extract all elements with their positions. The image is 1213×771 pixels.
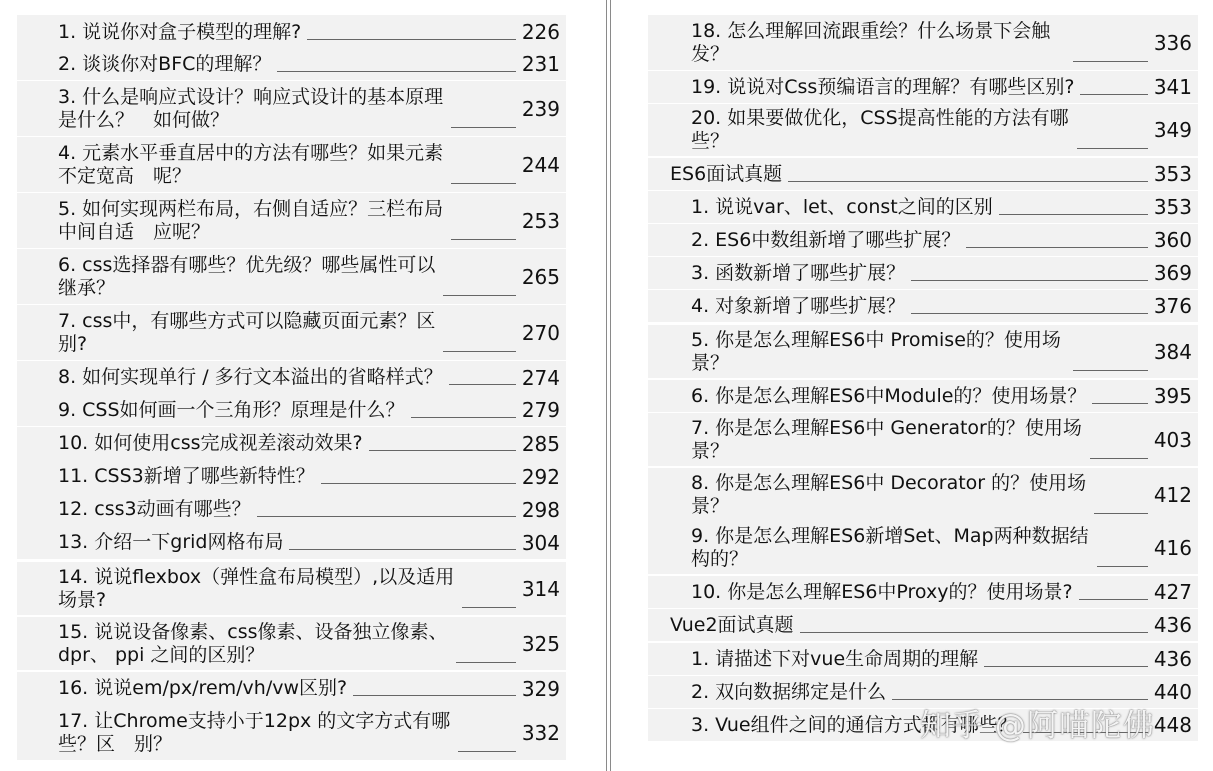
toc-page-number: 244: [521, 152, 560, 177]
toc-page-number: 341: [1153, 75, 1192, 99]
toc-title-line: 11. CSS3新增了哪些新特性？: [58, 465, 315, 487]
toc-section-heading[interactable]: [648, 609, 1198, 641]
toc-leader-line: [411, 417, 516, 418]
toc-title-line: 13. 介绍一下grid网格布局: [58, 531, 284, 553]
toc-leader-line: [1080, 94, 1147, 95]
toc-title-line: 3. 函数新增了哪些扩展？: [691, 261, 906, 284]
toc-leader-line: [451, 239, 516, 240]
toc-entry[interactable]: [17, 249, 566, 304]
toc-entry-title: [691, 413, 1082, 466]
toc-entry[interactable]: [17, 48, 566, 80]
toc-page-number: 353: [1153, 162, 1192, 186]
toc-page-number: 416: [1153, 535, 1192, 560]
toc-page-number: 274: [521, 365, 560, 390]
toc-leader-line: [1077, 148, 1148, 149]
toc-title-line: 2. ES6中数组新增了哪些扩展？: [691, 228, 961, 251]
toc-entry[interactable]: [17, 137, 566, 192]
toc-title-line: 8. 你是怎么理解ES6中 Decorator 的？使用场: [691, 471, 1087, 494]
toc-entry-title: [58, 48, 271, 80]
toc-entry[interactable]: [648, 15, 1198, 70]
toc-title-line: 些？: [691, 130, 730, 152]
toc-leader-line: [451, 127, 516, 128]
toc-page-number: 436: [1153, 647, 1192, 671]
toc-leader-line: [1097, 566, 1148, 567]
toc-page-number: 353: [1153, 195, 1192, 219]
toc-entry[interactable]: [648, 521, 1198, 574]
toc-entry-title: [58, 305, 435, 360]
toc-title-line: 景？: [691, 439, 730, 462]
toc-entry-title: [58, 137, 443, 192]
toc-title-line: 8. 如何实现单行 / 多行文本溢出的省略样式？: [58, 366, 443, 388]
toc-entry-title: [58, 705, 450, 760]
toc-entry-title: [691, 521, 1089, 574]
toc-leader-line: [788, 181, 1148, 182]
toc-title-line: 6. 你是怎么理解ES6中Module的？使用场景？: [691, 384, 1087, 407]
toc-entry-title: [58, 81, 443, 136]
toc-leader-line: [911, 313, 1148, 314]
toc-leader-line: [369, 450, 516, 451]
toc-title-line: 2. 谈谈你对BFC的理解？: [58, 52, 272, 75]
toc-page-number: 279: [521, 398, 560, 422]
toc-entry-title: [691, 224, 960, 256]
toc-title-line: 19. 说说对Css预编语言的理解？有哪些区别?: [691, 75, 1075, 98]
toc-leader-line: [1079, 599, 1148, 600]
toc-page-number: 270: [521, 320, 560, 345]
toc-page-number: 285: [521, 431, 560, 456]
toc-title-line: ES6面试真题: [670, 162, 783, 185]
toc-entry-title: [58, 562, 454, 615]
watermark: 知乎 @阿喵陀佛: [920, 708, 1155, 744]
toc-leader-line: [1090, 458, 1148, 459]
toc-entry-title: [58, 617, 448, 670]
toc-title-line: 不定宽高 呢？: [58, 164, 192, 187]
toc-page-number: 403: [1153, 427, 1192, 452]
toc-title-line: 1. 请描述下对vue生命周期的理解: [691, 647, 979, 670]
toc-page-number: 231: [521, 52, 560, 76]
toc-section-heading[interactable]: [648, 158, 1198, 190]
toc-leader-line: [911, 280, 1148, 281]
toc-title-line: 景？: [691, 494, 730, 517]
toc-title-line: 3. 什么是响应式设计？响应式设计的基本原理: [58, 85, 444, 108]
toc-title-line: 10. 如何使用css完成视差滚动效果?: [58, 432, 363, 454]
toc-entry[interactable]: [17, 427, 566, 460]
toc-title-line: 10. 你是怎么理解ES6中Proxy的？使用场景?: [691, 580, 1073, 603]
toc-entry-title: [691, 576, 1073, 608]
toc-entry[interactable]: [648, 257, 1198, 289]
toc-entry[interactable]: [648, 413, 1198, 466]
toc-entry-title: [691, 257, 905, 289]
toc-entry[interactable]: [648, 325, 1198, 378]
toc-page-number: 360: [1153, 228, 1192, 252]
toc-title-line: 18. 怎么理解回流跟重绘？什么场景下会触: [691, 19, 1051, 42]
toc-entry[interactable]: [648, 224, 1198, 256]
toc-page-number: 440: [1153, 680, 1192, 704]
toc-title-line: 9. 你是怎么理解ES6新增Set、Map两种数据结: [691, 524, 1089, 547]
toc-entry[interactable]: [17, 15, 566, 49]
toc-title-line: 2. 双向数据绑定是什么: [691, 680, 887, 703]
toc-title-line: 构的？: [691, 547, 749, 570]
toc-page-number: 325: [521, 631, 560, 656]
toc-title-line: 3. Vue组件之间的通信方式都有哪些？: [691, 713, 1017, 736]
toc-entry[interactable]: [648, 576, 1198, 608]
toc-entry[interactable]: [17, 361, 566, 394]
toc-entry[interactable]: [17, 617, 566, 670]
toc-entry-title: [58, 460, 315, 493]
toc-entry[interactable]: [17, 672, 566, 705]
toc-entry[interactable]: [648, 104, 1198, 156]
toc-entry-title: [670, 609, 794, 641]
toc-title-line: 些？区 别？: [58, 732, 173, 755]
toc-leader-line: [462, 607, 516, 608]
page-divider: [610, 0, 611, 771]
toc-entry[interactable]: [648, 71, 1198, 103]
toc-page-number: 412: [1153, 482, 1192, 507]
toc-leader-line: [307, 39, 516, 40]
toc-title-line: 16. 说说em/px/rem/vh/vw区别?: [58, 677, 348, 699]
toc-entry-title: [691, 191, 993, 223]
toc-leader-line: [289, 549, 515, 550]
toc-entry-title: [58, 493, 251, 526]
toc-title-line: 14. 说说flexbox（弹性盒布局模型）,以及适用: [58, 565, 455, 588]
toc-entry-title: [58, 427, 363, 460]
toc-entry-title: [691, 676, 886, 708]
toc-entry[interactable]: [648, 643, 1198, 675]
toc-title-line: 1. 说说你对盒子模型的理解?: [58, 20, 302, 43]
toc-leader-line: [277, 71, 515, 72]
toc-leader-line: [966, 247, 1147, 248]
toc-page-number: 332: [521, 720, 560, 745]
toc-leader-line: [1073, 61, 1148, 62]
toc-entry[interactable]: [17, 394, 566, 426]
toc-page-number: 376: [1153, 294, 1192, 318]
toc-page-number: 427: [1153, 580, 1192, 604]
toc-entry[interactable]: [648, 468, 1198, 521]
toc-leader-line: [257, 516, 516, 517]
toc-entry-title: [691, 71, 1074, 103]
toc-entry[interactable]: [648, 290, 1198, 322]
toc-title-line: Vue2面试真题: [670, 613, 794, 636]
toc-entry-title: [58, 672, 347, 705]
toc-title-line: 4. 元素水平垂直居中的方法有哪些？如果元素: [58, 141, 444, 164]
toc-page-number: 265: [521, 264, 560, 289]
toc-entry-title: [58, 193, 443, 248]
toc-page-number: 314: [521, 576, 560, 601]
toc-page-number: 336: [1153, 30, 1192, 55]
toc-entry[interactable]: [17, 526, 566, 559]
toc-entry-title: [58, 361, 443, 394]
toc-entry[interactable]: [17, 305, 566, 360]
toc-leader-line: [443, 351, 515, 352]
toc-leader-line: [458, 751, 516, 752]
toc-title-line: 1. 说说var、let、const之间的区别: [691, 195, 993, 218]
toc-leader-line: [999, 214, 1148, 215]
toc-title-line: 景？: [691, 351, 730, 374]
toc-title-line: 发？: [691, 42, 730, 65]
toc-leader-line: [1094, 513, 1148, 514]
toc-leader-line: [456, 662, 516, 663]
toc-entry-title: [58, 394, 405, 426]
toc-page-number: 304: [521, 530, 560, 555]
toc-entry-title: [58, 526, 283, 559]
toc-entry-title: [58, 249, 435, 304]
toc-leader-line: [1092, 403, 1147, 404]
toc-entry[interactable]: [17, 193, 566, 248]
toc-title-line: 5. 你是怎么理解ES6中 Promise的？使用场: [691, 328, 1061, 351]
toc-entry-title: [691, 325, 1061, 378]
toc-entry-title: [691, 643, 978, 675]
toc-title-line: 20. 如果要做优化，CSS提高性能的方法有哪: [691, 107, 1069, 129]
toc-title-line: 5. 如何实现两栏布局，右侧自适应？三栏布局: [58, 197, 444, 220]
toc-page-number: 384: [1153, 339, 1192, 364]
toc-leader-line: [443, 295, 515, 296]
toc-title-line: 是什么？ 如何做？: [58, 108, 230, 131]
toc-entry-title: [691, 15, 1050, 70]
toc-entry-title: [691, 104, 1069, 156]
toc-title-line: 7. css中，有哪些方式可以隐藏页面元素？区: [58, 309, 436, 332]
toc-title-line: 7. 你是怎么理解ES6中 Generator的？使用场: [691, 416, 1082, 439]
toc-entry[interactable]: [17, 705, 566, 760]
toc-entry-title: [691, 468, 1086, 521]
toc-entry[interactable]: [648, 191, 1198, 223]
toc-title-line: 15. 说说设备像素、css像素、设备独立像素、: [58, 620, 448, 643]
toc-leader-line: [449, 384, 516, 385]
toc-leader-line: [984, 666, 1148, 667]
toc-page-number: 448: [1153, 713, 1192, 737]
toc-entry-title: [691, 380, 1086, 412]
page-divider: [606, 0, 607, 771]
toc-page-number: 436: [1153, 613, 1192, 637]
toc-title-line: 中间自适 应呢？: [58, 220, 211, 243]
toc-title-line: 4. 对象新增了哪些扩展？: [691, 294, 906, 317]
toc-page-number: 253: [521, 208, 560, 233]
toc-leader-line: [1073, 370, 1148, 371]
toc-entry[interactable]: [648, 380, 1198, 412]
toc-title-line: 17. 让Chrome支持小于12px 的文字方式有哪: [58, 709, 451, 732]
toc-title-line: dpr、 ppi 之间的区别？: [58, 643, 265, 666]
toc-leader-line: [321, 483, 516, 484]
toc-page-number: 329: [521, 676, 560, 701]
toc-page-number: 349: [1153, 118, 1192, 142]
toc-title-line: 9. CSS如何画一个三角形？原理是什么？: [58, 398, 405, 421]
toc-entry-title: [58, 15, 301, 49]
toc-leader-line: [451, 183, 516, 184]
toc-title-line: 继承？: [58, 276, 116, 299]
toc-leader-line: [800, 632, 1148, 633]
toc-title-line: 12. css3动画有哪些？: [58, 498, 251, 520]
toc-page-number: 395: [1153, 384, 1192, 408]
toc-entry[interactable]: [17, 562, 566, 615]
toc-page-number: 226: [521, 20, 560, 44]
toc-title-line: 6. css选择器有哪些？优先级？哪些属性可以: [58, 253, 436, 276]
toc-entry-title: [670, 158, 782, 190]
toc-page-number: 239: [521, 96, 560, 121]
toc-title-line: 别?: [58, 332, 88, 355]
toc-page-number: 298: [521, 497, 560, 522]
toc-title-line: 场景?: [58, 588, 107, 611]
toc-page-number: 369: [1153, 261, 1192, 285]
toc-entry[interactable]: [17, 460, 566, 493]
toc-entry-title: [691, 290, 905, 322]
toc-page-number: 292: [521, 464, 560, 489]
toc-entry[interactable]: [17, 493, 566, 526]
toc-entry[interactable]: [17, 81, 566, 136]
toc-leader-line: [353, 695, 516, 696]
